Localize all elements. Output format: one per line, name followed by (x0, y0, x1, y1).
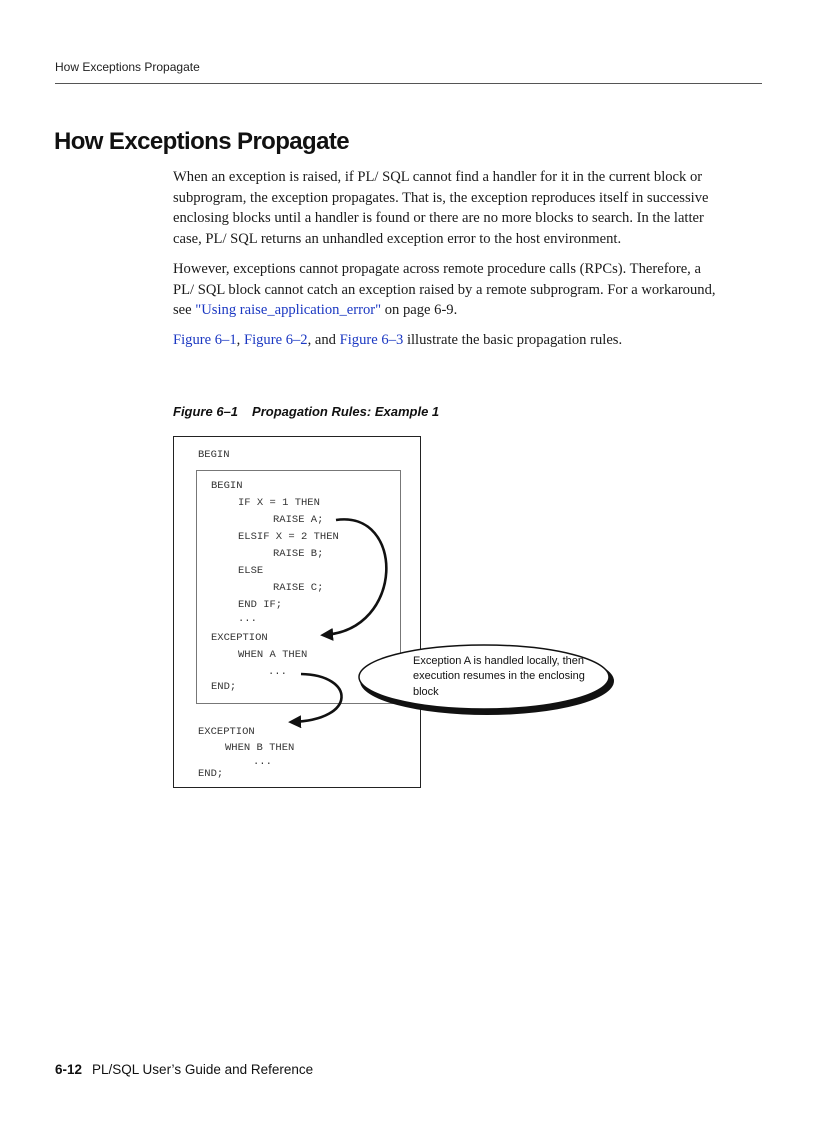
code-outer-end: END; (198, 768, 224, 780)
callout-text: Exception A is handled locally, then execution resumes in the enclosing block (413, 655, 585, 698)
code-else-line: ELSE (238, 565, 264, 577)
page-footer (55, 1062, 313, 1077)
code-when-b: WHEN B THEN (225, 742, 295, 754)
paragraph-2-text: However, exceptions cannot propagate across remote procedure calls (RPCs). Therefore, a PL/ SQL block cannot catch an exception raised by a remote subprogram. For a workaround, see (173, 260, 716, 319)
code-inner-exception: EXCEPTION (211, 632, 268, 644)
figure-6-1-link[interactable]: Figure 6–1 (173, 331, 237, 348)
code-end-if: END IF; (238, 599, 283, 611)
code-if-line: IF X = 1 THEN (238, 497, 320, 509)
code-outer-exception: EXCEPTION (198, 726, 255, 738)
paragraph-3-tail: illustrate the basic propagation rules. (403, 331, 623, 348)
code-raise-a: RAISE A; (273, 514, 324, 526)
code-ellipsis: ... (238, 613, 257, 625)
paragraph-2-tail: on page 6-9. (381, 302, 458, 319)
code-inner-begin: BEGIN (211, 480, 243, 492)
book-title: PL/SQL User’s Guide and Reference (92, 1062, 314, 1077)
figure-6-3-link[interactable]: Figure 6–3 (339, 331, 404, 348)
code-raise-b: RAISE B; (273, 548, 324, 560)
separator: , (236, 331, 244, 348)
code-when-a: WHEN A THEN (238, 649, 308, 661)
figure-number: Figure 6–1 (173, 404, 239, 419)
code-ellipsis: ... (253, 756, 272, 768)
raise-application-error-link[interactable]: "Using raise_application_error" (195, 302, 382, 319)
running-head: How Exceptions Propagate (55, 60, 200, 74)
code-inner-end: END; (211, 681, 237, 693)
code-raise-c: RAISE C; (273, 582, 324, 594)
code-outer-begin: BEGIN (198, 449, 230, 461)
figure-title: Propagation Rules: Example 1 (252, 404, 440, 419)
page-number: 6-12 (55, 1062, 83, 1077)
code-ellipsis: ... (268, 666, 287, 678)
paragraph-1: When an exception is raised, if PL/ SQL cannot find a handler for it in the current block or subprogram, the exception propagates. That is, the exception reproduces itself in successive enclosing blocks until a handler is found or there are no more blocks to search. In the latter case, PL/ SQL returns an unhandled exception error to the host environment. (173, 169, 709, 248)
propagation-arrow-resume (292, 674, 342, 722)
separator: , and (307, 331, 340, 348)
page-title: How Exceptions Propagate (54, 128, 349, 155)
figure-6-2-link[interactable]: Figure 6–2 (243, 331, 308, 348)
code-elsif-line: ELSIF X = 2 THEN (238, 531, 339, 543)
